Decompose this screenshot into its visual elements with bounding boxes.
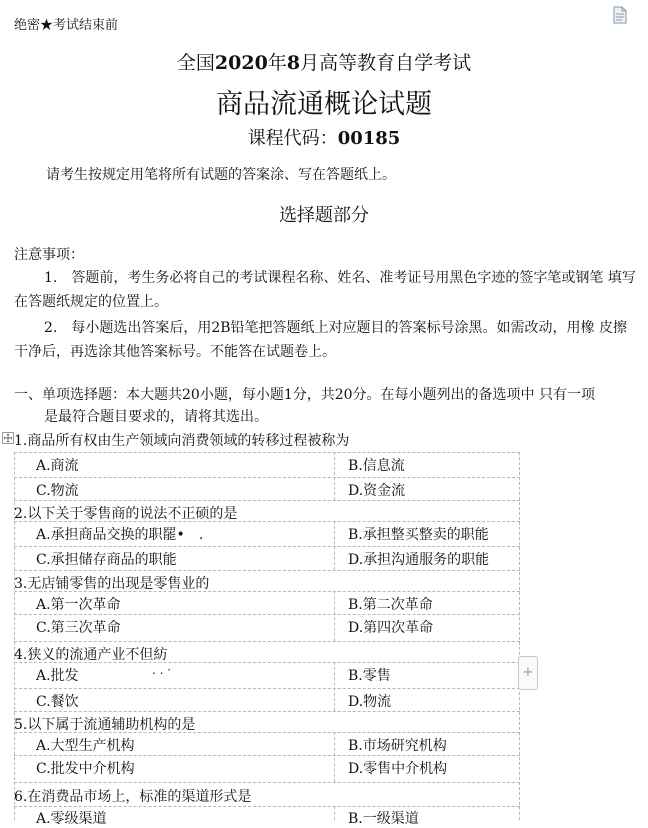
question-1-option-a: A.商流	[36, 458, 79, 474]
question-5-row-1	[14, 732, 520, 755]
question-1-row-1	[14, 452, 520, 475]
title-month: 8	[286, 52, 301, 74]
subject-title: 商品流通概论试题	[216, 89, 432, 120]
question-1-row-2	[14, 477, 520, 500]
question-2-row-1	[14, 521, 520, 544]
question-1-option-c: C.物流	[36, 483, 79, 499]
column-divider	[334, 452, 335, 500]
question-5-option-d: D.零售中介机构	[348, 761, 448, 777]
document-icon[interactable]	[611, 6, 629, 24]
question-3-stem-row	[14, 570, 520, 593]
question-4-option-d: D.物流	[348, 694, 392, 710]
question-3-option-a: A.第一次革命	[36, 597, 121, 613]
confidential-label: 绝密★考试结束前	[14, 18, 119, 33]
course-code	[0, 124, 648, 150]
notice-item-1-text: 1. 答题前，考生务必将自己的考试课程名称、姓名、准考证号用黑色字迹的签字笔或钢笔 填写在答题纸规定的位置上。	[14, 270, 636, 310]
column-divider	[334, 806, 335, 820]
add-row-button[interactable]: +	[518, 656, 538, 690]
title-year: 2020	[214, 52, 268, 74]
question-3-option-d: D.第四次革命	[348, 620, 434, 636]
question-5-row-2	[14, 755, 520, 778]
question-2-option-d: D.承担沟通服务的职能	[348, 552, 490, 568]
part1-heading-line2: 是最符合题目要求的，请将其选出。	[44, 409, 268, 425]
question-3-row-1	[14, 591, 520, 614]
exam-title	[0, 48, 648, 75]
question-4-option-b: B.零售	[348, 668, 391, 684]
question-3-option-c: C.第三次革命	[36, 620, 121, 636]
column-divider	[334, 662, 335, 711]
section-title: 选择题部分	[279, 205, 369, 226]
question-6-option-b: B.一级渠道	[348, 811, 419, 827]
part1-heading	[14, 384, 636, 428]
column-divider	[334, 591, 335, 641]
question-5-option-b: B.市场研究机构	[348, 738, 447, 754]
question-5-option-a: A.大型生产机构	[36, 738, 135, 754]
notice-title: 注意事项：	[14, 247, 84, 263]
question-4-option-c: C.餐饮	[36, 694, 79, 710]
notice-item-2	[14, 316, 636, 364]
column-divider	[334, 521, 335, 570]
question-4-option-a: A.批发	[36, 668, 79, 684]
question-6-option-a: A.零级渠道	[36, 811, 107, 827]
question-1-option-b: B.信息流	[348, 458, 405, 474]
table-right-border	[519, 452, 520, 820]
column-divider	[334, 732, 335, 782]
question-6-row-1	[14, 806, 520, 827]
notice-item-2-text: 2. 每小题选出答案后，用2B铅笔把答题纸上对应题目的答案标号涂黑。如需改动，用橡 皮擦干净后，再选涂其他答案标号。不能答在试题卷上。	[14, 320, 628, 360]
table-move-handle-icon[interactable]	[2, 432, 14, 444]
question-4-row-1	[14, 662, 520, 685]
question-2-option-b: B.承担整买整卖的职能	[348, 527, 489, 543]
question-6-stem-row	[14, 782, 520, 805]
question-2-row-2	[14, 546, 520, 569]
notice-item-1	[14, 266, 636, 314]
question-4-stem: 4.狭义的流通产业不但紡	[14, 647, 168, 663]
question-5-stem: 5.以下属于流通辅助机构的是	[14, 717, 196, 733]
table-left-border	[14, 452, 15, 820]
title-year-suffix: 年	[267, 52, 287, 74]
question-2-option-c: C.承担储存商品的职能	[36, 552, 177, 568]
instruction-text: 请考生按规定用笔将所有试题的答案涂、写在答题纸上。	[46, 167, 396, 183]
question-4-row-2	[14, 688, 520, 711]
question-2-option-a: A.承担商品交换的职罷• .	[36, 527, 204, 543]
part1-heading-line1: 一、单项选择题：本大题共20小题，每小题1分，共20分。在每小题列出的备选项中 只有一项	[14, 387, 595, 403]
question-3-option-b: B.第二次革命	[348, 597, 433, 613]
question-5-stem-row	[14, 711, 520, 734]
stray-marks: . . ·	[152, 663, 172, 677]
question-1-option-d: D.资金流	[348, 483, 406, 499]
title-prefix: 全国	[176, 52, 215, 74]
title-suffix: 月高等教育自学考试	[300, 52, 472, 74]
course-code-label: 课程代码：	[247, 128, 338, 149]
question-2-stem: 2.以下关于零售商的说法不正硕的是	[14, 506, 238, 522]
question-6-stem: 6.在消费品市场上，标准的渠道形式是	[14, 789, 252, 805]
course-code-value: 00185	[337, 128, 401, 149]
question-3-row-2	[14, 614, 520, 637]
question-4-stem-row	[14, 641, 520, 664]
question-3-stem: 3.无店铺零售的出现是零售业的	[14, 576, 210, 592]
question-5-option-c: C.批发中介机构	[36, 761, 135, 777]
question-1-stem: 1.商品所有权由生产领域向消费领域的转移过程被称为	[14, 433, 350, 449]
question-2-stem-row	[14, 500, 520, 523]
